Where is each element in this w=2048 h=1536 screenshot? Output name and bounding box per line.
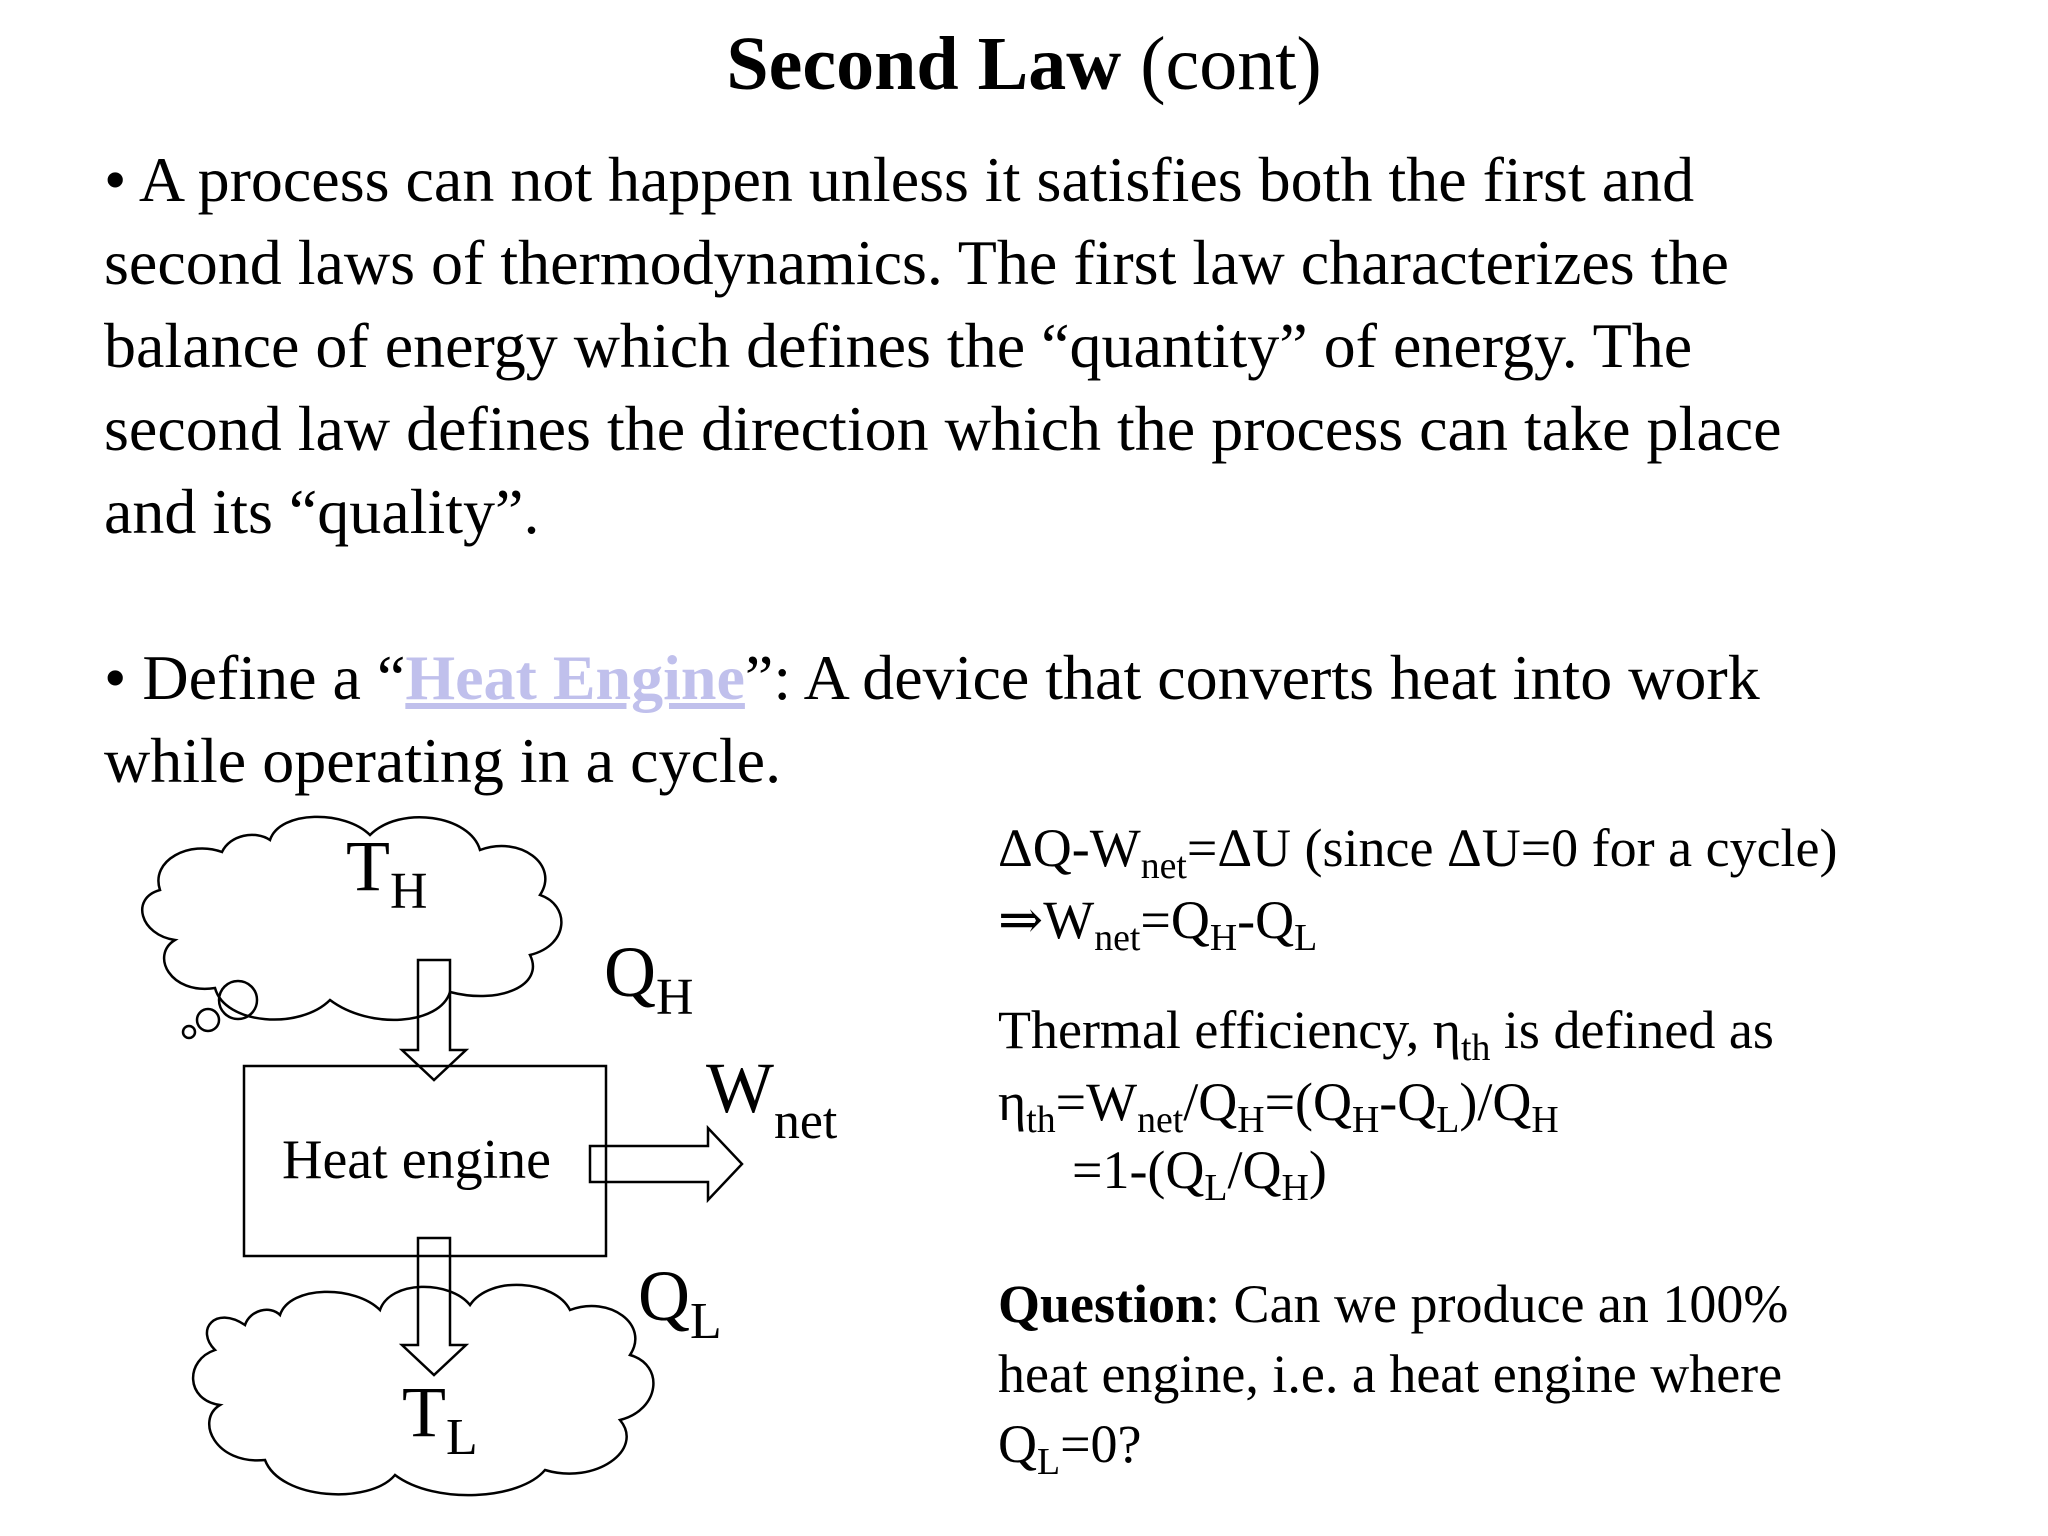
engine-label: Heat engine — [282, 1129, 551, 1191]
cloud-bubble-small — [183, 1026, 195, 1038]
heat-engine-link[interactable]: Heat Engine — [405, 642, 745, 713]
equation-net-work: $\Rightarrow W_{net}=Q_H-Q_L$ — [998, 890, 1318, 960]
bullet-marker: • — [104, 144, 127, 215]
title-rest: (cont) — [1121, 22, 1322, 106]
efficiency-definition: Thermal efficiency, $\eta_{th}$ is defined as — [998, 1000, 1774, 1070]
bullet-text — [104, 138, 1964, 802]
ql-arrow — [402, 1238, 466, 1375]
bullet-2-line-2: while operating in a cycle. — [104, 725, 782, 796]
equation-energy-balance: $\Delta Q-W_{net}=\Delta U$ (since ΔU=0 for a cycle) — [998, 818, 1838, 888]
th-label: $T_H$ — [346, 826, 428, 921]
title-bold: Second Law — [726, 22, 1122, 106]
bullet-1-line-1: • A process can not happen unless it satisfies both the first and — [104, 144, 1695, 215]
slide-title — [0, 22, 2048, 106]
wnet-arrow — [590, 1128, 742, 1200]
bullet-1-line-5: and its “quality”. — [104, 476, 540, 547]
bullet-marker: • — [104, 642, 127, 713]
question-label: Question — [998, 1274, 1206, 1334]
qh-arrow — [402, 960, 466, 1080]
bullet-1-line-2: second laws of thermodynamics. The first law characterizes the — [104, 227, 1729, 298]
equation-efficiency-simplified: $=1-(Q_L/Q_H)$ — [1072, 1140, 1327, 1210]
bullet-1-line-3: balance of energy which defines the “quantity” of energy. The — [104, 310, 1693, 381]
wnet-label: $W_{net}$ — [706, 1048, 838, 1150]
heat-engine-diagram — [0, 760, 900, 1536]
ql-label: $Q_L$ — [638, 1256, 722, 1351]
equation-efficiency: $\eta_{th}=W_{net}/Q_H=(Q_H-Q_L)/Q_H$ — [998, 1072, 1559, 1142]
bullet-1 — [104, 138, 1964, 553]
tl-label: $T_L$ — [402, 1372, 478, 1467]
bullet-1-line-4: second law defines the direction which the process can take place — [104, 393, 1782, 464]
qh-label: $Q_H$ — [604, 932, 694, 1027]
bullet-2-line-1: • Define a “Heat Engine”: A device that converts heat into work — [104, 642, 1760, 713]
question-line-1: Question: Can we produce an 100% — [998, 1274, 1789, 1334]
question-line-3: $Q_L=0$? — [998, 1414, 1142, 1484]
cloud-bubble-medium — [197, 1009, 219, 1031]
question-line-2: heat engine, i.e. a heat engine where — [998, 1344, 1783, 1404]
